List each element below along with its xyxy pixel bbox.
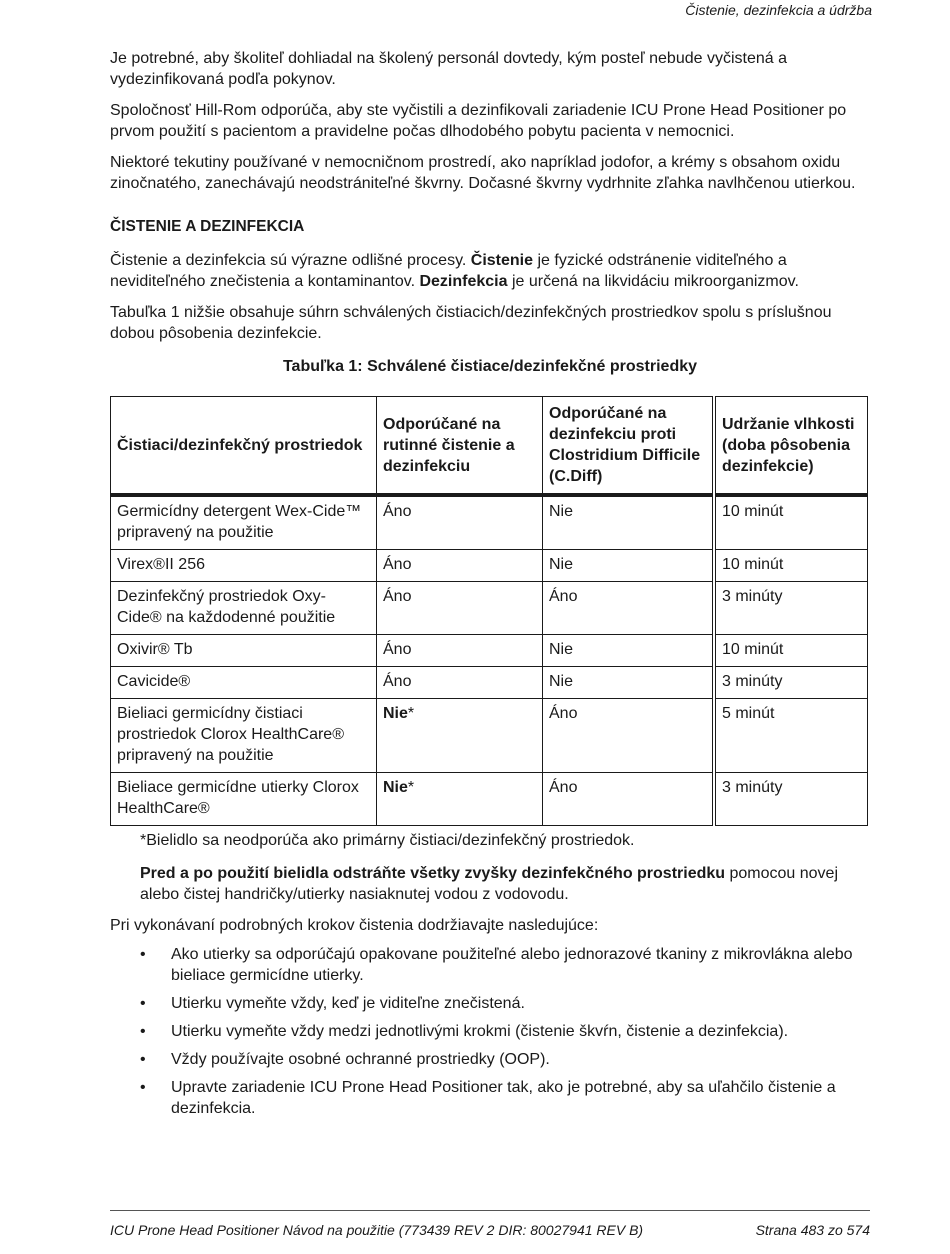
- product-cell: Dezinfekčný prostriedok Oxy-Cide® na každodenné použitie: [111, 582, 377, 635]
- routine-value: Nie: [383, 705, 408, 722]
- bullet-icon: •: [140, 995, 146, 1012]
- intro-paragraph-3: Niektoré tekutiny používané v nemocničnom prostredí, ako napríklad jodofor, a krémy s obsahom oxidu zinočnatého, zanechávajú neodstrániteľné škvrny. Dočasné škvrny vydrhnite zľahka navlhčenou utierkou.: [110, 154, 856, 192]
- routine-value: Áno: [383, 588, 412, 605]
- cdiff-cell: Áno: [543, 773, 715, 826]
- contact-time-cell: 10 minút: [714, 495, 868, 550]
- footer-page-number: Strana 483 zo 574: [755, 1222, 870, 1238]
- section-paragraph-1: [110, 250, 870, 292]
- contact-time-cell: 10 minút: [714, 635, 868, 667]
- intro-paragraph-1: Je potrebné, aby školiteľ dohliadal na školený personál dovtedy, kým posteľ nebude vyčistená a vydezinfikovaná podľa pokynov.: [110, 50, 787, 88]
- routine-cell: [377, 550, 543, 582]
- disinfectant-table: [110, 396, 868, 826]
- table-row: [111, 635, 868, 667]
- contact-time-cell: 3 minúty: [714, 667, 868, 699]
- contact-time-cell: 3 minúty: [714, 582, 868, 635]
- cdiff-cell: Nie: [543, 550, 715, 582]
- step-item: [140, 1049, 870, 1070]
- contact-time-cell: 5 minút: [714, 699, 868, 773]
- routine-value: Nie: [383, 779, 408, 796]
- footer-document-title: ICU Prone Head Positioner Návod na použitie (773439 REV 2 DIR: 80027941 REV B): [110, 1222, 644, 1238]
- bleach-note: [140, 863, 870, 905]
- bleach-note-bold: Pred a po použití bielidla odstráňte všetky zvyšky dezinfekčného prostriedku: [140, 865, 726, 882]
- table-caption: Tabuľka 1: Schválené čistiace/dezinfekčné prostriedky: [282, 358, 698, 375]
- header-routine: Odporúčané na rutinné čistenie a dezinfekciu: [377, 397, 543, 496]
- table-row: [111, 773, 868, 826]
- table-row: [111, 699, 868, 773]
- product-cell: Germicídny detergent Wex-Cide™ pripravený na použitie: [111, 495, 377, 550]
- section-heading: ČISTENIE A DEZINFEKCIA: [110, 218, 305, 235]
- bleach-note-rest: pomocou novej alebo čistej handričky/utierky nasiaknutej vodou z vodovodu.: [140, 865, 839, 903]
- section-paragraph-2: Tabuľka 1 nižšie obsahuje súhrn schválených čistiacich/dezinfekčných prostriedkov spolu s príslušnou dobou pôsobenia dezinfekcie.: [110, 304, 832, 342]
- routine-value: Áno: [383, 556, 412, 573]
- step-text: Ako utierky sa odporúčajú opakovane použiteľné alebo jednorazové tkaniny z mikrovlákna alebo bieliace germicídne utierky.: [171, 946, 853, 984]
- routine-cell: [377, 699, 543, 773]
- text-run: Čistenie a dezinfekcia sú výrazne odlišné procesy.: [110, 252, 471, 269]
- table-header-row: [111, 397, 868, 496]
- running-header: Čistenie, dezinfekcia a údržba: [685, 2, 872, 18]
- product-cell: Bieliaci germicídny čistiaci prostriedok Clorox HealthCare® pripravený na použitie: [111, 699, 377, 773]
- cdiff-cell: Áno: [543, 582, 715, 635]
- routine-footnote-mark: *: [407, 705, 415, 722]
- product-cell: Virex®II 256: [111, 550, 377, 582]
- bullet-icon: •: [140, 1051, 146, 1068]
- step-item: [140, 1021, 870, 1042]
- table-row: [111, 550, 868, 582]
- step-text: Utierku vymeňte vždy medzi jednotlivými krokmi (čistenie škvŕn, čistenie a dezinfekcia).: [171, 1023, 789, 1040]
- step-item: [140, 993, 870, 1014]
- footer-divider: [110, 1210, 870, 1211]
- product-cell: Oxivir® Tb: [111, 635, 377, 667]
- cdiff-cell: Nie: [543, 495, 715, 550]
- step-item: [140, 944, 870, 986]
- page-content: [110, 48, 870, 1126]
- intro-paragraph-2: Spoločnosť Hill-Rom odporúča, aby ste vyčistili a dezinfikovali zariadenie ICU Prone Head Positioner po prvom použití s pacientom a pravidelne počas dlhodobého pobytu pacienta v nemocnici.: [110, 102, 847, 140]
- text-run: je fyzické odstránenie viditeľného a neviditeľného znečistenia a kontaminantov.: [110, 252, 787, 290]
- table-row: [111, 495, 868, 550]
- term-dezinfekcia: Dezinfekcia: [419, 273, 508, 290]
- bullet-icon: •: [140, 1079, 146, 1096]
- routine-cell: [377, 667, 543, 699]
- steps-lead: Pri vykonávaní podrobných krokov čistenia dodržiavajte nasledujúce:: [110, 917, 599, 934]
- bullet-icon: •: [140, 946, 146, 963]
- step-item: [140, 1077, 870, 1119]
- routine-cell: [377, 635, 543, 667]
- product-cell: Cavicide®: [111, 667, 377, 699]
- step-text: Utierku vymeňte vždy, keď je viditeľne znečistená.: [171, 995, 525, 1012]
- cdiff-cell: Nie: [543, 667, 715, 699]
- contact-time-cell: 10 minút: [714, 550, 868, 582]
- routine-value: Áno: [383, 673, 412, 690]
- header-contact-time: Udržanie vlhkosti (doba pôsobenia dezinfekcie): [714, 397, 868, 496]
- product-cell: Bieliace germicídne utierky Clorox HealthCare®: [111, 773, 377, 826]
- routine-cell: [377, 773, 543, 826]
- bullet-icon: •: [140, 1023, 146, 1040]
- table-footnote: *Bielidlo sa neodporúča ako primárny čistiaci/dezinfekčný prostriedok.: [140, 832, 635, 849]
- table-row: [111, 667, 868, 699]
- table-body: [111, 495, 868, 826]
- routine-value: Áno: [383, 641, 412, 658]
- routine-cell: [377, 495, 543, 550]
- routine-cell: [377, 582, 543, 635]
- routine-footnote-mark: *: [407, 779, 415, 796]
- table-row: [111, 582, 868, 635]
- header-cdiff: Odporúčané na dezinfekciu proti Clostridium Difficile (C.Diff): [543, 397, 715, 496]
- contact-time-cell: 3 minúty: [714, 773, 868, 826]
- header-product: Čistiaci/dezinfekčný prostriedok: [111, 397, 377, 496]
- cdiff-cell: Áno: [543, 699, 715, 773]
- steps-list: [110, 944, 870, 1119]
- text-run: je určená na likvidáciu mikroorganizmov.: [507, 273, 799, 290]
- term-cistenie: Čistenie: [470, 252, 534, 269]
- cdiff-cell: Nie: [543, 635, 715, 667]
- step-text: Upravte zariadenie ICU Prone Head Positioner tak, ako je potrebné, aby sa uľahčilo čistenie a dezinfekcia.: [171, 1079, 836, 1117]
- routine-value: Áno: [383, 503, 412, 520]
- step-text: Vždy používajte osobné ochranné prostriedky (OOP).: [171, 1051, 550, 1068]
